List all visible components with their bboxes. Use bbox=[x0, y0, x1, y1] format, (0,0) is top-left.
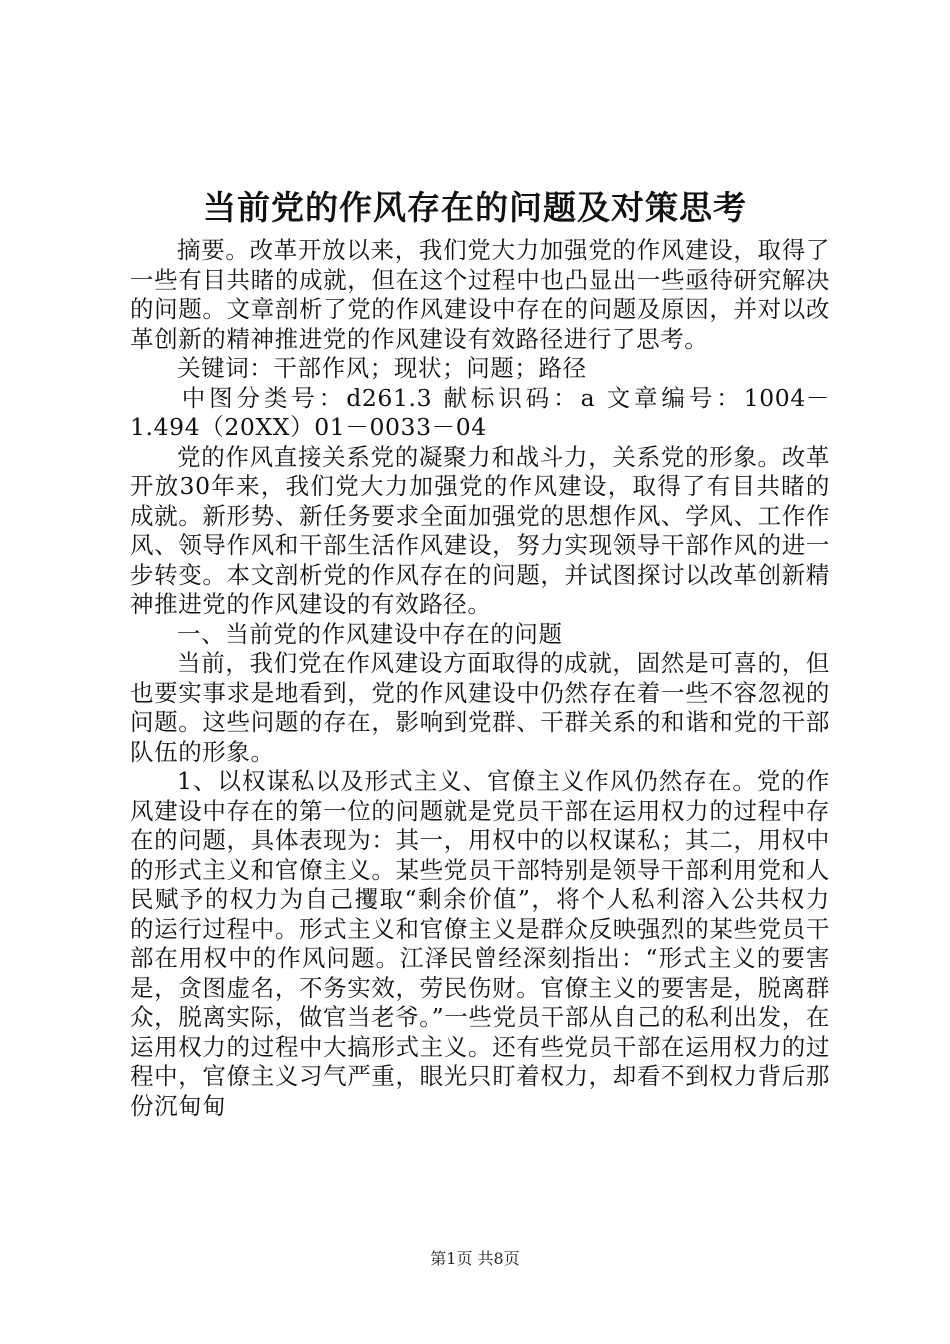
intro-paragraph: 党的作风直接关系党的凝聚力和战斗力，关系党的形象。改革开放30年来，我们党大力加强党的作风建设，取得了有目共睹的成就。新形势、新任务要求全面加强党的思想作风、学风、工作作风、领导作风和干部生活作风建设，努力实现领导干部作风的进一步转变。本文剖析党的作风存在的问题，并试图探讨以改革创新精神推进党的作风建设的有效路径。 bbox=[130, 442, 830, 618]
document-body bbox=[130, 236, 830, 1121]
point-paragraph: 1、以权谋私以及形式主义、官僚主义作风仍然存在。党的作风建设中存在的第一位的问题就是党员干部在运用权力的过程中存在的问题，具体表现为：其一，用权中的以权谋私；其二，用权中的形式主义和官僚主义。某些党员干部特别是领导干部利用党和人民赋予的权力为自己攫取“剩余价值”，将个人私利溶入公共权力的运行过程中。形式主义和官僚主义是群众反映强烈的某些党员干部在用权中的作风问题。江泽民曾经深刻指出：“形式主义的要害是，贪图虚名，不务实效，劳民伤财。官僚主义的要害是，脱离群众，脱离实际，做官当老爷。”一些党员干部从自己的私利出发，在运用权力的过程中大搞形式主义。还有些党员干部在运用权力的过程中，官僚主义习气严重，眼光只盯着权力，却看不到权力背后那份沉甸甸 bbox=[130, 767, 830, 1120]
abstract-paragraph: 摘要。改革开放以来，我们党大力加强党的作风建设，取得了一些有目共睹的成就，但在这个过程中也凸显出一些亟待研究解决的问题。文章剖析了党的作风建设中存在的问题及原因，并对以改革创新的精神推进党的作风建设有效路径进行了思考。 bbox=[130, 236, 830, 353]
section-heading: 一、当前党的作风建设中存在的问题 bbox=[177, 619, 563, 648]
section-intro-paragraph: 当前，我们党在作风建设方面取得的成就，固然是可喜的，但也要实事求是地看到，党的作风建设中仍然存在着一些不容忽视的问题。这些问题的存在，影响到党群、干群关系的和谐和党的干部队伍的形象。 bbox=[130, 649, 830, 766]
page-footer: 第1页 共8页 bbox=[430, 1249, 520, 1268]
document-title: 当前党的作风存在的问题及对策思考 bbox=[203, 188, 747, 227]
keywords-line: 关键词：干部作风；现状；问题；路径 bbox=[177, 354, 587, 382]
classification-line: 中图分类号：d261.3 献标识码：a 文章编号：1004－1.494（20XX）01－0033－04 bbox=[130, 383, 830, 441]
